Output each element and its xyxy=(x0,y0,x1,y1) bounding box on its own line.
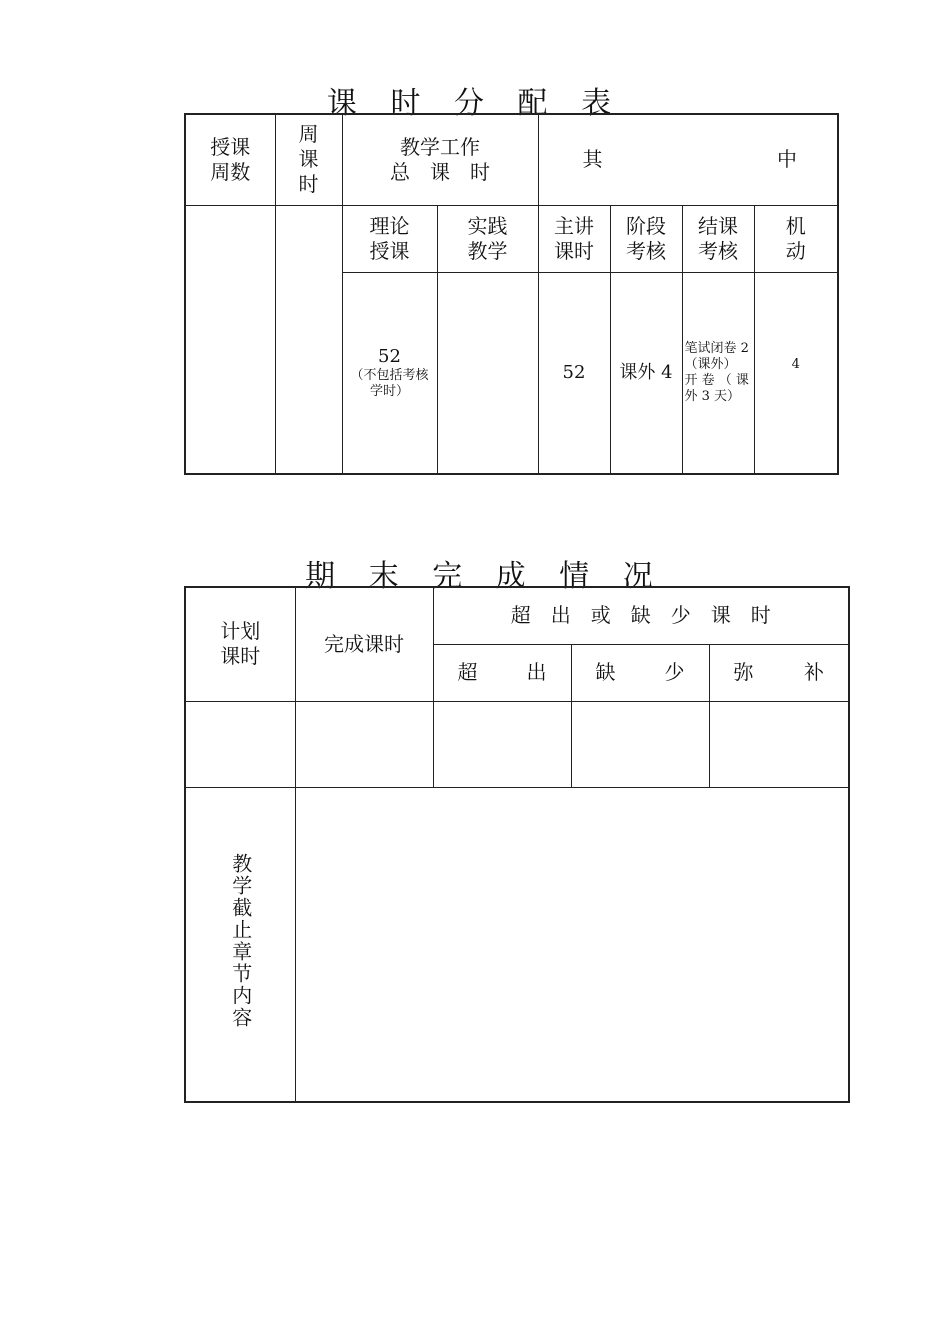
header-over-b: 出 xyxy=(526,660,547,684)
header-lecture-hours: 主讲 课时 xyxy=(538,205,610,272)
header-short-a: 缺 xyxy=(595,660,616,684)
header-planned-hours: 计划 课时 xyxy=(185,587,295,701)
header-among-left: 其 xyxy=(582,147,603,172)
value-lecture-hours: 52 xyxy=(538,272,610,474)
header-weekly-hours: 周 课 时 xyxy=(275,114,342,205)
value-practice xyxy=(437,272,538,474)
theory-value: 52 xyxy=(378,345,401,367)
chapter-content-label: 教学截止章节内容 xyxy=(228,853,253,1030)
value-completed-hours xyxy=(295,701,433,787)
value-over xyxy=(433,701,571,787)
value-theory xyxy=(342,272,437,474)
value-planned-hours xyxy=(185,701,295,787)
header-short-b: 少 xyxy=(664,660,685,684)
value-makeup xyxy=(709,701,849,787)
value-final-exam: 笔试闭卷 2 （课外） 开 卷 （ 课 外 3 天） xyxy=(682,272,754,474)
header-makeup xyxy=(709,644,849,701)
header-stage-exam: 阶段 考核 xyxy=(610,205,682,272)
header-practice: 实践 教学 xyxy=(437,205,538,272)
table1-title: 课 时 分 配 表 xyxy=(326,86,624,121)
header-chapter-content xyxy=(185,787,295,1102)
header-total-hours: 教学工作 总 课 时 xyxy=(342,114,538,205)
theory-note: （不包括考核 学时） xyxy=(350,367,429,399)
value-teaching-weeks xyxy=(185,205,275,474)
header-completed-hours: 完成课时 xyxy=(295,587,433,701)
header-flexible: 机 动 xyxy=(754,205,838,272)
header-short xyxy=(571,644,709,701)
table2-title: 期 末 完 成 情 况 xyxy=(305,559,665,594)
header-among-right: 中 xyxy=(777,147,797,172)
header-final-exam: 结课 考核 xyxy=(682,205,754,272)
value-weekly-hours xyxy=(275,205,342,474)
header-theory: 理论 授课 xyxy=(342,205,437,272)
header-makeup-b: 补 xyxy=(804,660,825,684)
value-stage-exam: 课外 4 xyxy=(610,272,682,474)
value-chapter-content xyxy=(295,787,849,1102)
value-flexible: 4 xyxy=(754,272,838,474)
header-over-a: 超 xyxy=(457,660,478,684)
header-over-or-short: 超 出 或 缺 少 课 时 xyxy=(433,587,849,644)
header-among xyxy=(538,114,838,205)
header-teaching-weeks: 授课 周数 xyxy=(185,114,275,205)
hours-allocation-table xyxy=(184,113,839,475)
completion-table xyxy=(184,586,850,1103)
value-short xyxy=(571,701,709,787)
header-makeup-a: 弥 xyxy=(733,660,754,684)
header-over xyxy=(433,644,571,701)
